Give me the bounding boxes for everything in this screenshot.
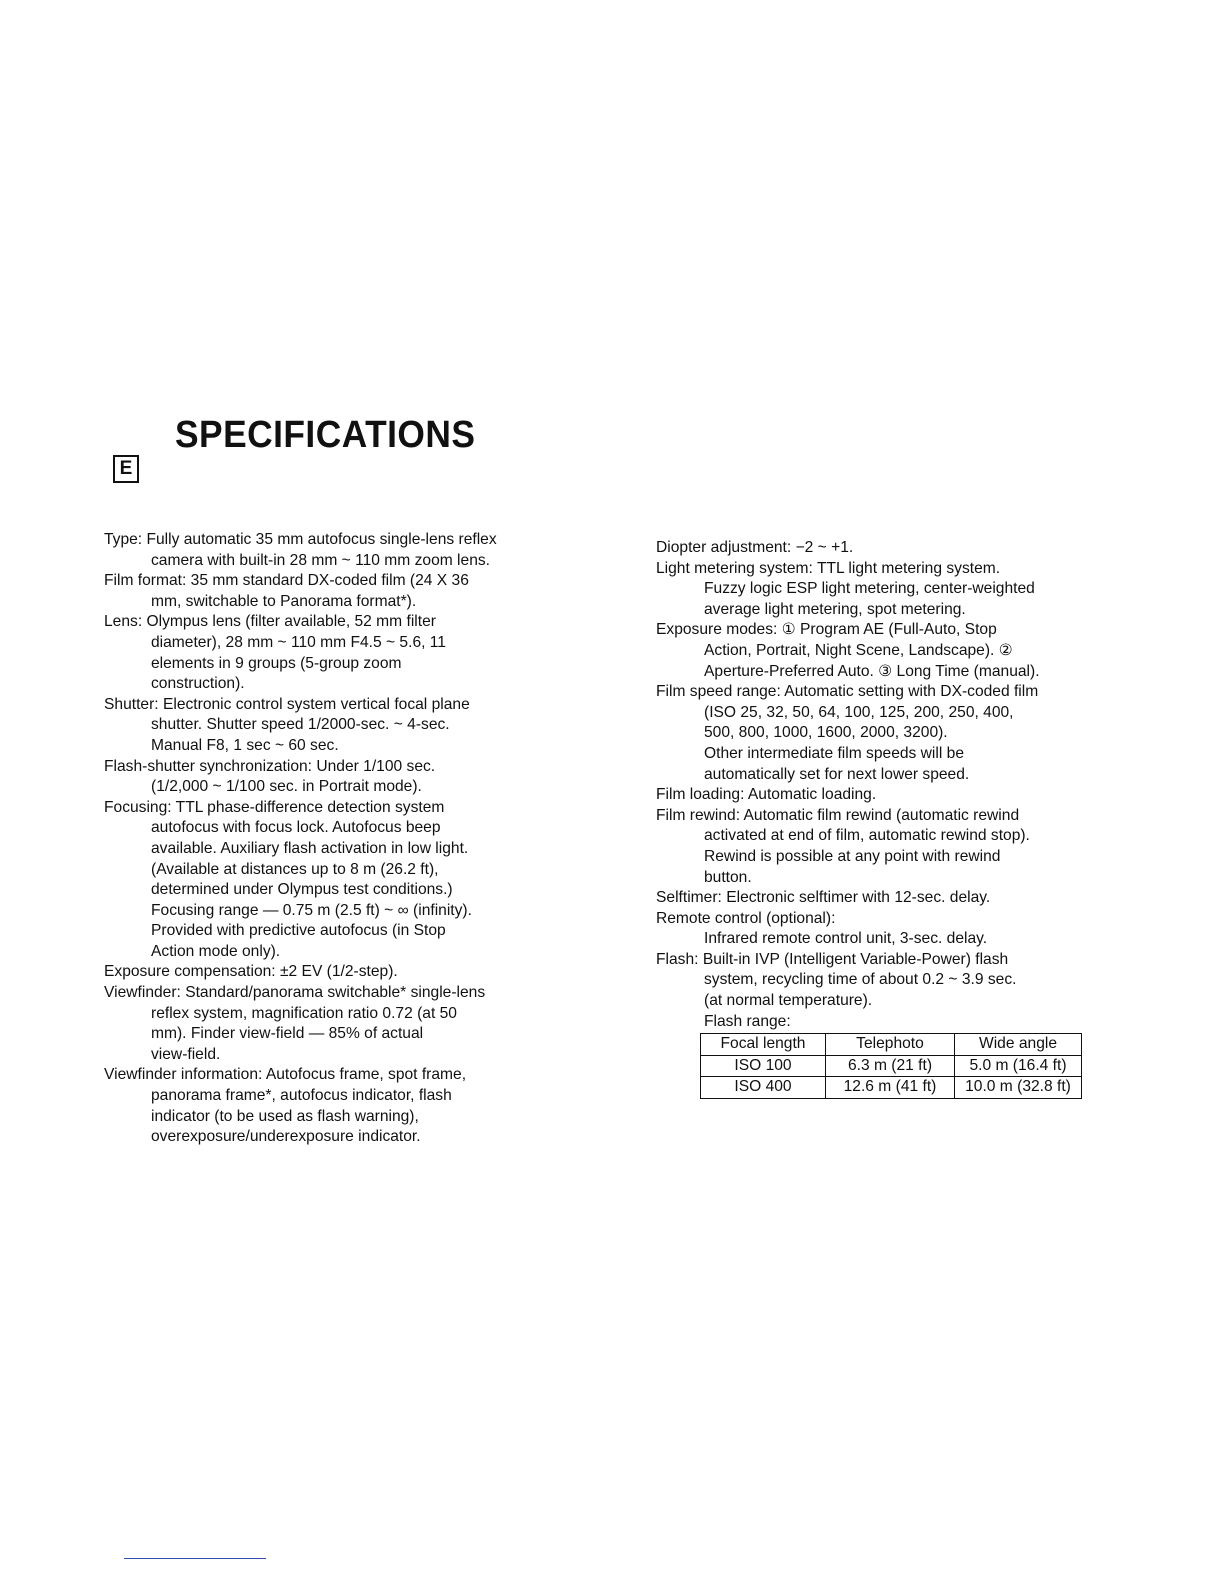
spec-value-line: Rewind is possible at any point with rewind [704,847,1001,865]
spec-value-line: system, recycling time of about 0.2 ~ 3.9 sec. [704,971,1017,989]
spec-value: Olympus lens (filter available, 52 mm filter [146,613,436,631]
spec-item [104,798,544,963]
spec-value-line: camera with built-in 28 mm ~ 110 mm zoom lens. [151,551,490,569]
spec-value-line: (Available at distances up to 8 m (26.2 ft), [151,860,439,878]
spec-value-line: mm). Finder view-field — 85% of actual [151,1025,424,1043]
spec-value: TTL light metering system. [816,559,1001,577]
spec-value: Under 1/100 sec. [316,757,436,775]
spec-label: Shutter: [104,695,159,713]
table-cell: ISO 400 [701,1077,826,1099]
spec-value-line: shutter. Shutter speed 1/2000-sec. ~ 4-sec. [151,716,450,734]
spec-value: 35 mm standard DX-coded film (24 X 36 [190,572,469,590]
spec-value-line: activated at end of film, automatic rewind stop). [704,827,1030,845]
spec-value-line: diameter), 28 mm ~ 110 mm F4.5 ~ 5.6, 11 [151,633,446,651]
spec-value: Autofocus frame, spot frame, [265,1066,467,1084]
spec-value-line: Infrared remote control unit, 3-sec. delay. [704,930,988,948]
spec-item [104,530,544,571]
spec-value-line: Other intermediate film speeds will be [704,744,965,762]
spec-label: Remote control (optional): [656,909,836,927]
spec-item [104,612,544,694]
spec-label: Exposure compensation: [104,963,276,981]
spec-item [656,909,1106,950]
spec-value-line: Action, Portrait, Night Scene, Landscape). ② [704,641,1013,659]
spec-item [656,620,1106,682]
spec-value: TTL phase-difference detection system [175,798,445,816]
spec-value: ① Program AE (Full-Auto, Stop [781,621,997,639]
spec-value-line: reflex system, magnification ratio 0.72 (at 50 [151,1004,457,1022]
spec-value-line: elements in 9 groups (5-group zoom [151,654,402,672]
spec-label: Flash-shutter synchronization: [104,757,313,775]
table-header-cell: Focal length [701,1034,826,1056]
spec-value-line: Fuzzy logic ESP light metering, center-weighted [704,580,1035,598]
spec-value-line: overexposure/underexposure indicator. [151,1128,421,1146]
table-header-cell: Telephoto [826,1034,955,1056]
spec-value-line: Action mode only). [151,942,281,960]
spec-value: Built-in IVP (Intelligent Variable-Power) flash [702,950,1009,968]
left-spec-column [104,530,544,1148]
spec-value: Electronic selftimer with 12-sec. delay. [726,889,991,907]
spec-item [104,695,544,757]
table-cell: 5.0 m (16.4 ft) [955,1055,1082,1077]
spec-item [656,785,1106,806]
spec-label: Selftimer: [656,889,722,907]
spec-value-line: 500, 800, 1000, 1600, 2000, 3200). [704,724,948,742]
spec-label: Flash: [656,950,699,968]
spec-value: −2 ~ +1. [795,539,854,556]
spec-item [104,757,544,798]
table-cell: ISO 100 [701,1055,826,1077]
spec-value-line: construction). [151,675,245,693]
spec-item [656,950,1106,1012]
spec-value: Electronic control system vertical focal plane [162,695,470,713]
spec-value-line: Manual F8, 1 sec ~ 60 sec. [151,736,339,754]
spec-value-line: Provided with predictive autofocus (in Stop [151,922,446,940]
right-spec-list [656,538,1106,1012]
spec-label: Diopter adjustment: [656,539,792,556]
table-row [701,1055,1082,1077]
language-badge: E [113,455,139,483]
spec-label: Film speed range: [656,683,781,701]
spec-value-line: (at normal temperature). [704,992,873,1010]
table-header-cell: Wide angle [955,1034,1082,1056]
spec-item [656,888,1106,909]
spec-value-line: automatically set for next lower speed. [704,765,970,783]
spec-label: Lens: [104,613,143,631]
spec-value-line: view-field. [151,1045,221,1063]
spec-value-line: available. Auxiliary flash activation in low light. [151,839,469,857]
spec-item [656,806,1106,888]
spec-label: Film loading: [656,786,745,804]
spec-label: Type: [104,531,143,548]
spec-label: Viewfinder information: [104,1066,263,1084]
spec-value-line: indicator (to be used as flash warning), [151,1107,419,1125]
spec-label: Exposure modes: [656,621,778,639]
table-header-row [701,1034,1082,1056]
spec-label: Light metering system: [656,559,813,577]
spec-value-line: Focusing range — 0.75 m (2.5 ft) ~ ∞ (infinity). [151,901,472,919]
spec-label: Viewfinder: [104,984,181,1002]
spec-value: Automatic film rewind (automatic rewind [743,806,1020,824]
spec-value-line: Aperture-Preferred Auto. ③ Long Time (manual). [704,662,1040,680]
spec-label: Film format: [104,572,187,590]
spec-item [104,1065,544,1147]
spec-value: Automatic loading. [747,786,877,804]
table-cell: 6.3 m (21 ft) [826,1055,955,1077]
spec-value-line: (1/2,000 ~ 1/100 sec. in Portrait mode). [151,778,422,796]
spec-value-line: panorama frame*, autofocus indicator, flash [151,1087,452,1105]
spec-value-line: button. [704,868,752,886]
flash-range-table [700,1033,1082,1099]
spec-value-line: average light metering, spot metering. [704,600,966,618]
table-cell: 12.6 m (41 ft) [826,1077,955,1099]
spec-value-line: determined under Olympus test conditions.) [151,881,453,899]
spec-value-line: autofocus with focus lock. Autofocus beep [151,819,441,837]
footer-rule [124,1558,266,1559]
spec-item [656,559,1106,621]
spec-value: Standard/panorama switchable* single-lens [185,984,486,1002]
spec-value: Automatic setting with DX-coded film [784,683,1039,701]
table-cell: 10.0 m (32.8 ft) [955,1077,1082,1099]
spec-value: Fully automatic 35 mm autofocus single-lens reflex [146,531,497,548]
spec-item [104,571,544,612]
spec-value: ±2 EV (1/2-step). [279,963,398,981]
flash-range-label: Flash range: [704,1012,791,1030]
spec-value-line: (ISO 25, 32, 50, 64, 100, 125, 200, 250, 400, [704,703,1014,721]
spec-item [656,538,1106,559]
spec-label: Film rewind: [656,806,741,824]
right-spec-column [656,538,1106,1099]
spec-item [104,962,544,983]
spec-item [104,983,544,1065]
table-row [701,1077,1082,1099]
spec-label: Focusing: [104,798,172,816]
spec-item [656,682,1106,785]
spec-value-line: mm, switchable to Panorama format*). [151,592,417,610]
page-title: SPECIFICATIONS [175,414,476,456]
